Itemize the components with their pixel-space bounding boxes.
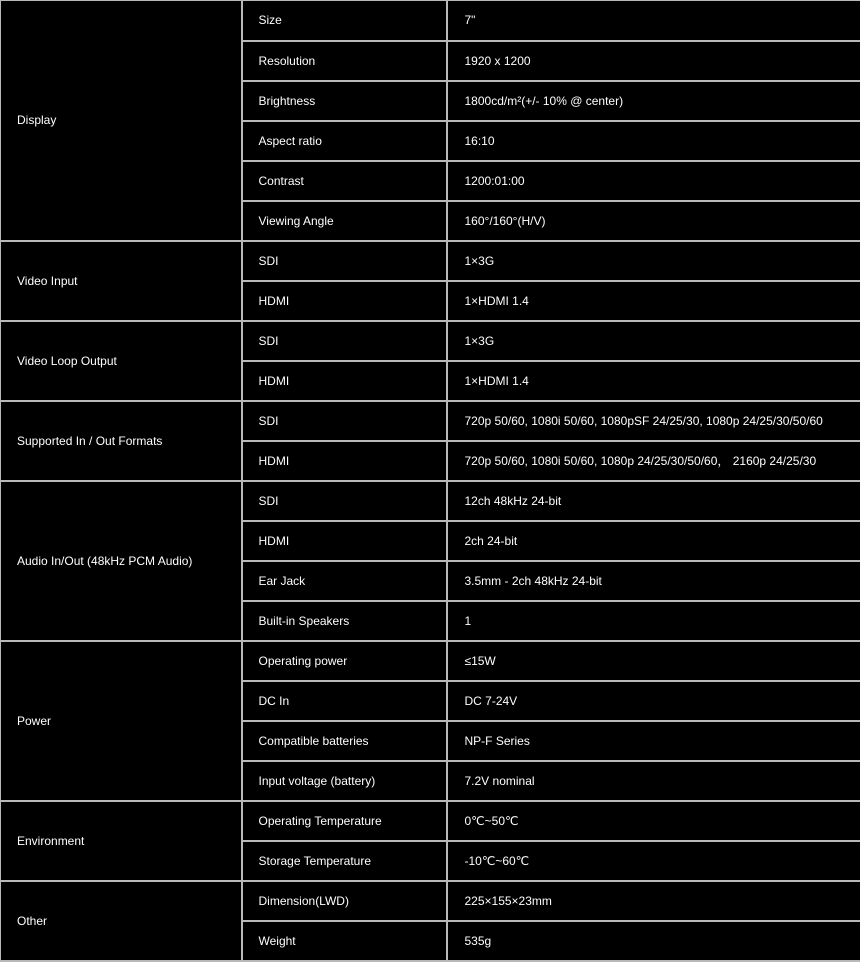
spec-category: Video Input — [1, 241, 242, 321]
table-row — [1, 481, 860, 521]
spec-category: Audio In/Out (48kHz PCM Audio) — [1, 481, 242, 641]
spec-item-value: 0℃~50℃ — [447, 801, 860, 841]
spec-item-name: Operating Temperature — [242, 801, 447, 841]
table-row — [1, 321, 860, 361]
spec-item-value: 12ch 48kHz 24-bit — [447, 481, 860, 521]
spec-item-value: ≤15W — [447, 641, 860, 681]
spec-item-value: 535g — [447, 921, 860, 961]
spec-category: Display — [1, 1, 242, 241]
spec-item-name: HDMI — [242, 281, 447, 321]
spec-item-value: 1800cd/m²(+/- 10% @ center) — [447, 81, 860, 121]
spec-item-name: HDMI — [242, 361, 447, 401]
spec-item-name: SDI — [242, 481, 447, 521]
spec-item-value: 1920 x 1200 — [447, 41, 860, 81]
spec-category: Environment — [1, 801, 242, 881]
spec-item-value: DC 7-24V — [447, 681, 860, 721]
spec-item-name: Ear Jack — [242, 561, 447, 601]
spec-item-name: Dimension(LWD) — [242, 881, 447, 921]
spec-item-name: DC In — [242, 681, 447, 721]
spec-item-value: 1 — [447, 601, 860, 641]
table-row — [1, 641, 860, 681]
table-row — [1, 801, 860, 841]
spec-item-name: Brightness — [242, 81, 447, 121]
table-row — [1, 401, 860, 441]
spec-item-value: 2ch 24-bit — [447, 521, 860, 561]
spec-item-value: 7.2V nominal — [447, 761, 860, 801]
spec-item-value: 720p 50/60, 1080i 50/60, 1080p 24/25/30/50/60， 2160p 24/25/30 — [447, 441, 860, 481]
spec-item-value: -10℃~60℃ — [447, 841, 860, 881]
spec-item-name: Input voltage (battery) — [242, 761, 447, 801]
spec-item-value: 1×3G — [447, 241, 860, 281]
spec-item-name: Contrast — [242, 161, 447, 201]
spec-category: Supported In / Out Formats — [1, 401, 242, 481]
spec-item-value: NP-F Series — [447, 721, 860, 761]
table-row — [1, 881, 860, 921]
spec-item-name: Size — [242, 1, 447, 41]
spec-item-name: Operating power — [242, 641, 447, 681]
spec-category: Other — [1, 881, 242, 961]
spec-item-value: 720p 50/60, 1080i 50/60, 1080pSF 24/25/30, 1080p 24/25/30/50/60 — [447, 401, 860, 441]
spec-item-name: Built-in Speakers — [242, 601, 447, 641]
spec-item-name: SDI — [242, 401, 447, 441]
spec-item-value: 225×155×23mm — [447, 881, 860, 921]
spec-item-value: 16:10 — [447, 121, 860, 161]
spec-item-name: Viewing Angle — [242, 201, 447, 241]
spec-category: Power — [1, 641, 242, 801]
spec-category: Video Loop Output — [1, 321, 242, 401]
spec-item-value: 160°/160°(H/V) — [447, 201, 860, 241]
spec-item-name: Resolution — [242, 41, 447, 81]
table-row — [1, 241, 860, 281]
spec-item-name: HDMI — [242, 441, 447, 481]
spec-item-value: 7" — [447, 1, 860, 41]
spec-item-value: 3.5mm - 2ch 48kHz 24-bit — [447, 561, 860, 601]
spec-item-name: Storage Temperature — [242, 841, 447, 881]
spec-item-value: 1×HDMI 1.4 — [447, 361, 860, 401]
spec-item-value: 1×HDMI 1.4 — [447, 281, 860, 321]
spec-item-name: SDI — [242, 321, 447, 361]
spec-item-name: SDI — [242, 241, 447, 281]
spec-item-value: 1200:01:00 — [447, 161, 860, 201]
spec-item-name: Aspect ratio — [242, 121, 447, 161]
spec-item-value: 1×3G — [447, 321, 860, 361]
spec-item-name: Weight — [242, 921, 447, 961]
spec-item-name: Compatible batteries — [242, 721, 447, 761]
spec-item-name: HDMI — [242, 521, 447, 561]
table-row — [1, 1, 860, 41]
spec-table-body — [1, 1, 860, 961]
